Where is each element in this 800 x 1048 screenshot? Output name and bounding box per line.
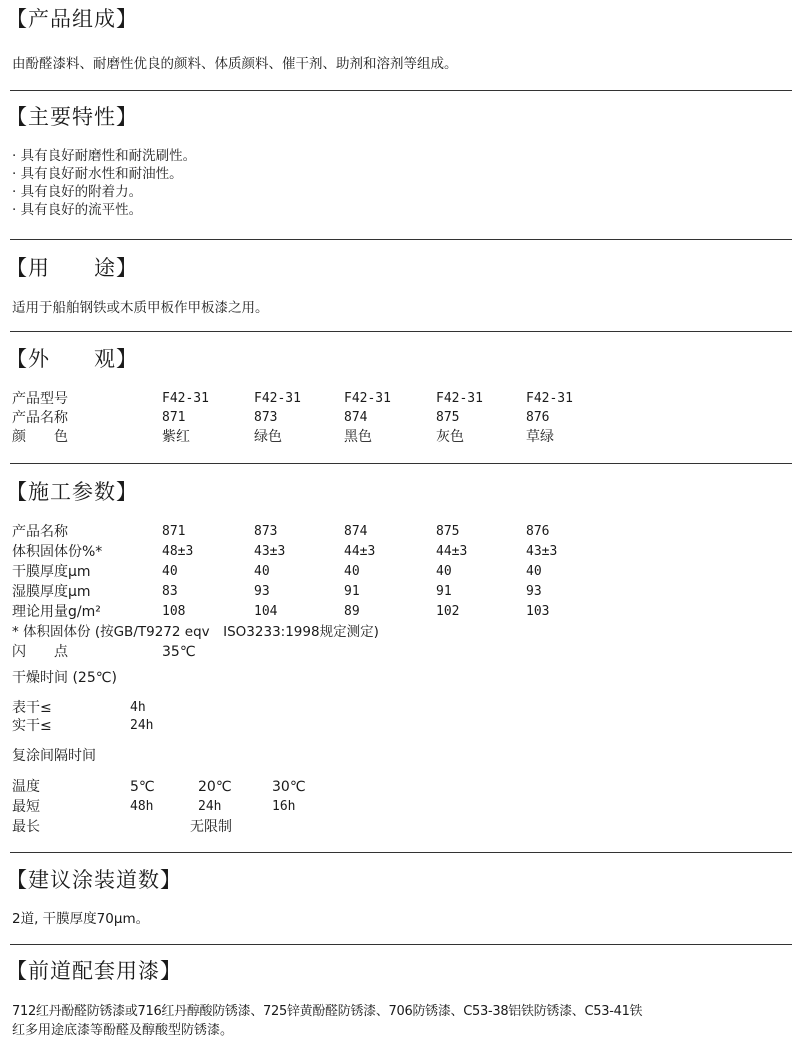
section-heading-primers: 【前道配套用漆】 [6, 959, 182, 983]
section-heading-features: 【主要特性】 [6, 105, 138, 129]
cell: 874 [344, 524, 368, 539]
cell: 30℃ [272, 779, 306, 795]
primers-text-line2: 红多用途底漆等酚醛及醇酸型防锈漆。 [12, 1023, 234, 1038]
cell: 876 [526, 524, 550, 539]
section-heading-params: 【施工参数】 [6, 480, 138, 504]
cell: 黑色 [344, 429, 372, 445]
divider [10, 331, 792, 332]
cell: 40 [526, 564, 542, 579]
row-label: 产品名称 [12, 410, 68, 426]
recoat-interval-title: 复涂间隔时间 [12, 748, 96, 764]
cell: 91 [344, 584, 360, 599]
cell: 89 [344, 604, 360, 619]
row-label: 最长 [12, 819, 40, 835]
cell: 875 [436, 524, 460, 539]
cell: 873 [254, 524, 278, 539]
cell: 48±3 [162, 544, 194, 559]
cell: 93 [526, 584, 542, 599]
cell: 24h [130, 718, 154, 733]
cell: 20℃ [198, 779, 232, 795]
row-label: 温度 [12, 779, 40, 795]
row-label: 实干≤ [12, 718, 52, 734]
primers-text-line1: 712红丹酚醛防锈漆或716红丹醇酸防锈漆、725锌黄酚醛防锈漆、706防锈漆、C53-38铝铁防锈漆、C53-41铁 [12, 1004, 643, 1019]
cell: 44±3 [436, 544, 468, 559]
feature-item: · 具有良好耐磨性和耐洗刷性。 [12, 148, 197, 164]
cell: 40 [162, 564, 178, 579]
cell: 44±3 [344, 544, 376, 559]
feature-item: · 具有良好的流平性。 [12, 202, 143, 218]
cell: 875 [436, 410, 460, 425]
feature-item: · 具有良好耐水性和耐油性。 [12, 166, 183, 182]
flash-point-label: 闪 点 [12, 644, 68, 660]
composition-text: 由酚醛漆料、耐磨性优良的颜料、体质颜料、催干剂、助剂和溶剂等组成。 [12, 56, 458, 72]
cell: 48h [130, 799, 154, 814]
section-heading-composition: 【产品组成】 [6, 7, 138, 31]
cell: 紫红 [162, 429, 190, 445]
cell: 83 [162, 584, 178, 599]
cell: F42-31 [344, 391, 391, 406]
cell: 草绿 [526, 429, 554, 445]
section-heading-usage: 【用 途】 [6, 256, 138, 280]
row-label: 产品名称 [12, 524, 68, 540]
row-label: 体积固体份%* [12, 544, 103, 560]
cell: F42-31 [162, 391, 209, 406]
divider [10, 944, 792, 945]
cell: 24h [198, 799, 222, 814]
cell: 无限制 [190, 819, 232, 835]
divider [10, 852, 792, 853]
section-heading-coats: 【建议涂装道数】 [6, 868, 182, 892]
cell: 5℃ [130, 779, 155, 795]
cell: 40 [344, 564, 360, 579]
cell: 91 [436, 584, 452, 599]
row-label: 颜 色 [12, 429, 68, 445]
cell: 871 [162, 524, 186, 539]
row-label: 产品型号 [12, 391, 68, 407]
cell: 876 [526, 410, 550, 425]
cell: 绿色 [254, 429, 282, 445]
row-label: 干膜厚度μm [12, 564, 91, 580]
cell: 871 [162, 410, 186, 425]
coats-text: 2道, 干膜厚度70μm。 [12, 911, 150, 927]
section-heading-appearance: 【外 观】 [6, 347, 138, 371]
cell: F42-31 [436, 391, 483, 406]
cell: 108 [162, 604, 186, 619]
feature-item: · 具有良好的附着力。 [12, 184, 143, 200]
cell: 874 [344, 410, 368, 425]
divider [10, 90, 792, 91]
cell: 43±3 [254, 544, 286, 559]
row-label: 理论用量g/m² [12, 604, 101, 620]
cell: 103 [526, 604, 550, 619]
flash-point-value: 35℃ [162, 644, 196, 660]
row-label: 表干≤ [12, 700, 52, 716]
cell: F42-31 [254, 391, 301, 406]
divider [10, 463, 792, 464]
cell: 104 [254, 604, 278, 619]
cell: 873 [254, 410, 278, 425]
row-label: 最短 [12, 799, 40, 815]
cell: F42-31 [526, 391, 573, 406]
cell: 4h [130, 700, 146, 715]
cell: 16h [272, 799, 296, 814]
divider [10, 239, 792, 240]
cell: 40 [254, 564, 270, 579]
drying-time-title: 干燥时间 (25℃) [12, 670, 117, 686]
row-label: 湿膜厚度μm [12, 584, 91, 600]
cell: 93 [254, 584, 270, 599]
cell: 灰色 [436, 429, 464, 445]
cell: 40 [436, 564, 452, 579]
cell: 102 [436, 604, 460, 619]
solids-footnote: * 体积固体份 (按GB/T9272 eqv ISO3233:1998规定测定) [12, 624, 379, 640]
cell: 43±3 [526, 544, 558, 559]
usage-text: 适用于船舶钢铁或木质甲板作甲板漆之用。 [12, 300, 269, 316]
